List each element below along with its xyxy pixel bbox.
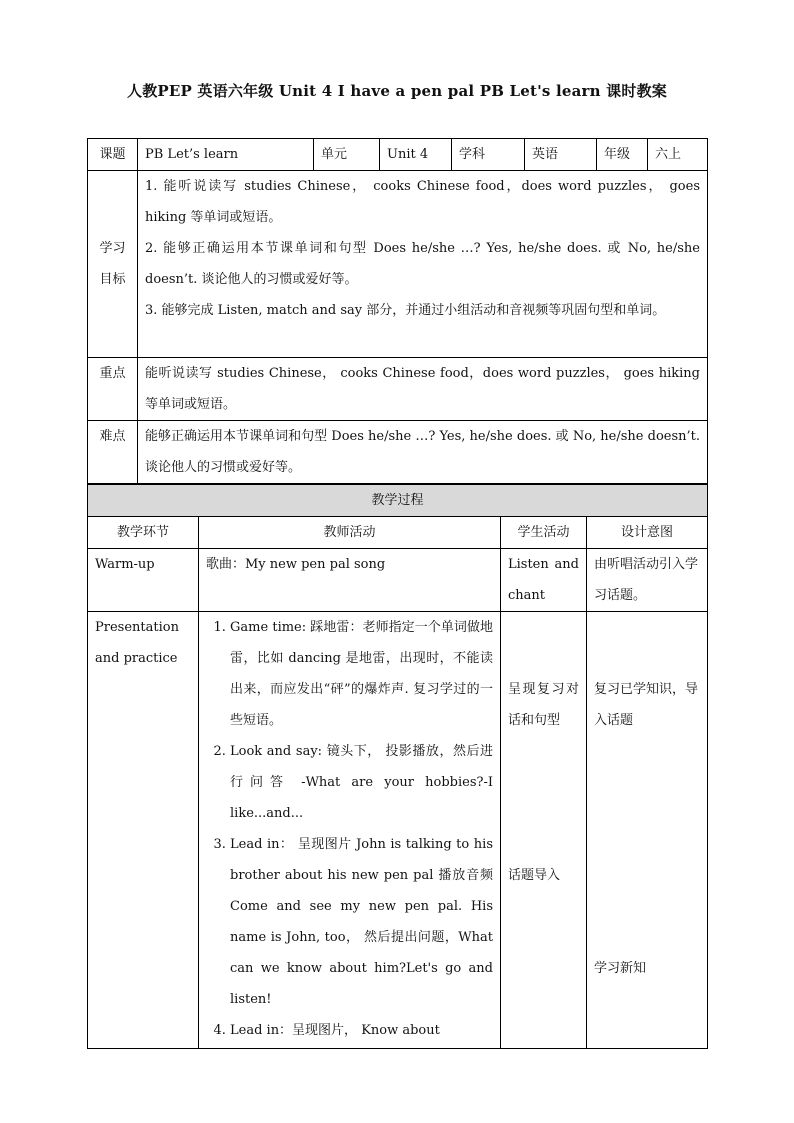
objective-item: 1. 能听说读写 studies Chinese， cooks Chinese food，does word puzzles， goes hiking 等单词或短语。	[145, 179, 700, 225]
presentation-teacher	[199, 612, 501, 1049]
objectives-content	[138, 171, 708, 358]
column-header: 教学环节	[88, 517, 199, 549]
design-purpose: 学习新知	[594, 961, 647, 976]
unit-value: Unit 4	[380, 139, 452, 171]
teacher-activity-item: 2. Look and say: 镜头下， 投影播放，然后进行问答 -What are your hobbies?-I like...and...	[230, 736, 493, 829]
column-header: 教师活动	[199, 517, 501, 549]
page-title: 人教PEP 英语六年级 Unit 4 I have a pen pal PB Let's learn 课时教案	[127, 82, 667, 100]
difficulties-label: 难点	[88, 421, 138, 484]
grade-value: 六上	[648, 139, 708, 171]
process-table	[87, 484, 708, 1049]
process-header: 教学过程	[88, 485, 708, 517]
difficulties-row	[88, 421, 708, 484]
presentation-purpose	[587, 612, 708, 1049]
student-activity: 呈现复习对话和句型	[508, 682, 579, 728]
difficulties-content: 能够正确运用本节课单词和句型 Does he/she …? Yes, he/she does. 或 No, he/she doesn’t. 谈论他人的习惯或爱好等。	[138, 421, 708, 484]
student-activity: 话题导入	[508, 868, 561, 883]
key-points-label: 重点	[88, 358, 138, 421]
key-points-row	[88, 358, 708, 421]
topic-value: PB Let’s learn	[138, 139, 314, 171]
column-header-row	[88, 517, 708, 549]
objectives-label: 学习目标	[88, 171, 138, 358]
column-header: 学生活动	[501, 517, 587, 549]
design-purpose: 复习已学知识，导入话题	[594, 682, 699, 728]
warmup-stage: Warm-up	[88, 549, 199, 612]
teacher-activity-item: 1. Game time: 踩地雷：老师指定一个单词做地雷，比如 dancing 是地雷，出现时，不能读出来，而应发出“砰”的爆炸声. 复习学过的一些短语。	[230, 612, 493, 736]
teacher-activity-item: 4. Lead in：呈现图片， Know about	[230, 1015, 493, 1046]
objective-item: 2. 能够正确运用本节课单词和句型 Does he/she …? Yes, he/she does. 或 No, he/she doesn’t. 谈论他人的习惯或爱好等。	[145, 241, 700, 287]
unit-label: 单元	[314, 139, 380, 171]
warmup-row	[88, 549, 708, 612]
process-header-row	[88, 485, 708, 517]
warmup-student: Listen and chant	[501, 549, 587, 612]
grade-label: 年级	[597, 139, 648, 171]
column-header: 设计意图	[587, 517, 708, 549]
presentation-stage: Presentation and practice	[88, 612, 199, 1049]
key-points-content: 能听说读写 studies Chinese， cooks Chinese food，does word puzzles， goes hiking 等单词或短语。	[138, 358, 708, 421]
presentation-row	[88, 612, 708, 1049]
lesson-info-table	[87, 138, 708, 484]
info-row	[88, 139, 708, 171]
subject-label: 学科	[452, 139, 525, 171]
objective-item: 3. 能够完成 Listen, match and say 部分，并通过小组活动和音视频等巩固句型和单词。	[145, 303, 666, 318]
subject-value: 英语	[525, 139, 597, 171]
objectives-row	[88, 171, 708, 358]
teacher-activity-item: 3. Lead in： 呈现图片 John is talking to his brother about his new pen pal 播放音频 Come and see my new pen pal. His name is John, too， 然后提出问题，What can we know about him?Let's go and listen!	[230, 829, 493, 1015]
topic-label: 课题	[88, 139, 138, 171]
teacher-activity-list	[206, 612, 493, 1046]
warmup-purpose: 由听唱活动引入学习话题。	[587, 549, 708, 612]
presentation-student	[501, 612, 587, 1049]
warmup-teacher: 歌曲：My new pen pal song	[199, 549, 501, 612]
